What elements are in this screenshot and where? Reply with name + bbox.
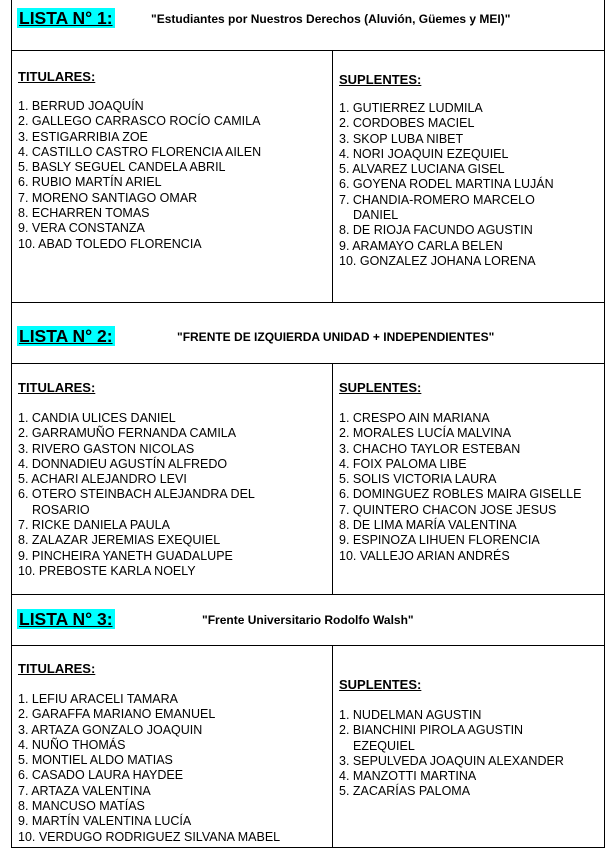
list-item: 9. ESPINOZA LIHUEN FLORENCIA <box>339 533 540 548</box>
list-item: 3. CHACHO TAYLOR ESTEBAN <box>339 441 521 456</box>
lista-3-header <box>11 594 605 646</box>
list-item: 4. MANZOTTI MARTINA <box>339 769 477 784</box>
list-item: 7. RICKE DANIELA PAULA <box>18 518 170 533</box>
list-item: 7. ARTAZA VALENTINA <box>18 783 151 798</box>
list-item: 4. DONNADIEU AGUSTÍN ALFREDO <box>18 456 228 471</box>
lista-2-label: LISTA N° 2: <box>19 326 113 346</box>
list-item: 5. MONTIEL ALDO MATIAS <box>18 753 173 768</box>
list-item: 3. ARTAZA GONZALO JOAQUIN <box>18 722 203 737</box>
lista-2-titulares-heading: TITULARES: <box>18 380 96 395</box>
list-item: 1. LEFIU ARACELI TAMARA <box>18 692 179 706</box>
lista-2-table <box>11 363 605 595</box>
list-item-text: 7. CHANDIA-ROMERO MARCELO <box>339 192 535 207</box>
list-item-continuation: DANIEL <box>353 208 399 223</box>
list-item: 1. CANDIA ULICES DANIEL <box>18 411 176 425</box>
lista-1-suplentes-list <box>339 101 554 269</box>
list-item-text: 2. BIANCHINI PIROLA AGUSTIN <box>339 723 524 738</box>
lista-3-titulares-column <box>12 646 333 847</box>
lista-3-titulares-heading: TITULARES: <box>18 661 96 676</box>
list-item: 1. NUDELMAN AGUSTIN <box>339 708 482 722</box>
list-item-continuation: ROSARIO <box>32 502 90 517</box>
list-item: 10. VALLEJO ARIAN ANDRÉS <box>339 548 510 563</box>
list-item: 8. DE LIMA MARÍA VALENTINA <box>339 518 517 533</box>
list-item: 9. PINCHEIRA YANETH GUADALUPE <box>18 548 233 563</box>
lista-1-suplentes-column <box>333 51 604 302</box>
list-item: 3. SEPULVEDA JOAQUIN ALEXANDER <box>339 753 564 768</box>
list-item: 4. FOIX PALOMA LIBE <box>339 456 467 471</box>
list-item: 1. GUTIERREZ LUDMILA <box>339 101 483 115</box>
lista-1-suplentes-heading: SUPLENTES: <box>339 72 422 87</box>
lista-3-name: "Frente Universitario Rodolfo Walsh" <box>202 613 414 627</box>
list-item <box>339 723 564 754</box>
list-item: 10. GONZALEZ JOHANA LORENA <box>339 253 536 268</box>
lista-3-label: LISTA N° 3: <box>19 609 113 629</box>
list-item: 9. ARAMAYO CARLA BELEN <box>339 238 503 253</box>
list-item: 3. SKOP LUBA NIBET <box>339 131 464 146</box>
lista-3-titulares-list <box>18 692 280 845</box>
list-item: 6. CASADO LAURA HAYDEE <box>18 768 184 783</box>
list-item: 10. PREBOSTE KARLA NOELY <box>18 563 196 578</box>
list-item: 2. MORALES LUCÍA MALVINA <box>339 426 512 441</box>
list-item-continuation: EZEQUIEL <box>353 738 415 753</box>
list-item: 5. SOLIS VICTORIA LAURA <box>339 472 497 487</box>
lista-1-name: "Estudiantes por Nuestros Derechos (Aluvión, Güemes y MEI)" <box>151 12 511 26</box>
lista-1-table <box>11 50 605 303</box>
lista-2-header <box>11 302 605 364</box>
list-item: 2. GALLEGO CARRASCO ROCÍO CAMILA <box>18 114 261 129</box>
lista-3-suplentes-column <box>333 646 604 847</box>
lista-3-table <box>11 645 605 848</box>
list-item: 3. RIVERO GASTON NICOLAS <box>18 441 195 456</box>
list-item: 3. ESTIGARRIBIA ZOE <box>18 129 148 144</box>
lista-2-name: "FRENTE DE IZQUIERDA UNIDAD + INDEPENDIENTES" <box>177 330 495 344</box>
lista-2-suplentes-column <box>333 364 604 594</box>
list-item: 8. ECHARREN TOMAS <box>18 206 150 221</box>
list-item: 5. BASLY SEGUEL CANDELA ABRIL <box>18 160 226 175</box>
list-item: 8. ZALAZAR JEREMIAS EXEQUIEL <box>18 533 221 548</box>
list-item: 1. BERRUD JOAQUÍN <box>18 99 144 113</box>
lista-1-titulares-heading: TITULARES: <box>18 69 96 84</box>
list-item: 9. VERA CONSTANZA <box>18 221 145 236</box>
list-item: 1. CRESPO AIN MARIANA <box>339 411 490 425</box>
list-item: 10. VERDUGO RODRIGUEZ SILVANA MABEL <box>18 829 281 844</box>
list-item: 4. CASTILLO CASTRO FLORENCIA AILEN <box>18 144 262 159</box>
lista-3-suplentes-heading: SUPLENTES: <box>339 677 422 692</box>
list-item: 2. GARAFFA MARIANO EMANUEL <box>18 707 216 722</box>
lista-2-suplentes-heading: SUPLENTES: <box>339 380 422 395</box>
lista-3-suplentes-list <box>339 708 564 800</box>
lista-1-header <box>11 0 605 51</box>
list-item: 9. MARTÍN VALENTINA LUCÍA <box>18 814 192 829</box>
list-item: 7. QUINTERO CHACON JOSE JESUS <box>339 502 557 517</box>
list-item <box>18 487 255 518</box>
lista-1-titulares-column <box>12 51 333 302</box>
list-item: 8. DE RIOJA FACUNDO AGUSTIN <box>339 223 533 238</box>
list-item: 8. MANCUSO MATÍAS <box>18 799 145 814</box>
list-item: 2. CORDOBES MACIEL <box>339 116 475 131</box>
list-item: 6. RUBIO MARTÍN ARIEL <box>18 175 162 190</box>
list-item: 4. NUÑO THOMÁS <box>18 737 126 752</box>
lista-1-label: LISTA N° 1: <box>19 8 113 28</box>
lista-1-titulares-list <box>18 99 261 252</box>
list-item: 7. MORENO SANTIAGO OMAR <box>18 190 198 205</box>
list-item-text: 6. OTERO STEINBACH ALEJANDRA DEL <box>18 487 255 502</box>
list-item: 5. ACHARI ALEJANDRO LEVI <box>18 472 187 487</box>
list-item: 10. ABAD TOLEDO FLORENCIA <box>18 236 202 251</box>
list-item: 6. DOMINGUEZ ROBLES MAIRA GISELLE <box>339 487 582 502</box>
list-item: 2. GARRAMUÑO FERNANDA CAMILA <box>18 426 237 441</box>
lista-2-titulares-list <box>18 411 255 579</box>
list-item: 5. ALVAREZ LUCIANA GISEL <box>339 162 505 177</box>
list-item: 5. ZACARÍAS PALOMA <box>339 784 471 799</box>
lista-2-suplentes-list <box>339 411 581 564</box>
list-item: 4. NORI JOAQUIN EZEQUIEL <box>339 146 509 161</box>
lista-2-titulares-column <box>12 364 333 594</box>
list-item: 6. GOYENA RODEL MARTINA LUJÁN <box>339 177 554 192</box>
list-item <box>339 193 554 224</box>
